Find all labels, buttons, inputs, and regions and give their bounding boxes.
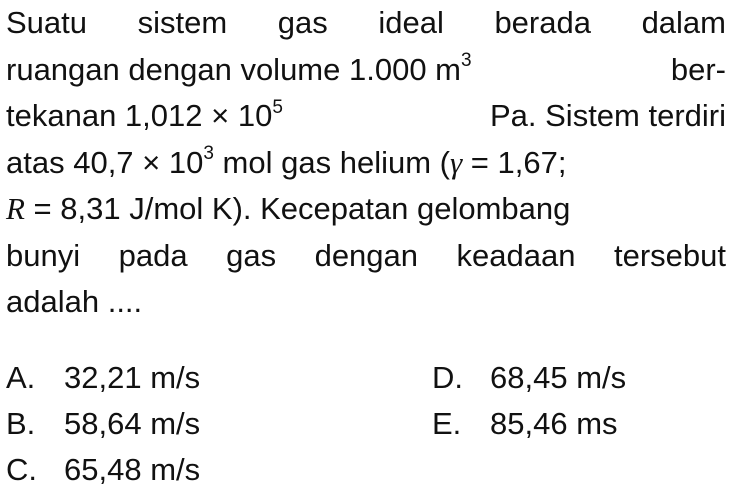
option-a[interactable] [6, 356, 200, 400]
question-text [6, 0, 726, 326]
question-line-7 [6, 279, 726, 326]
question-line-5 [6, 186, 726, 233]
question-line-4-text: atas 40,7 × 10 [6, 144, 204, 180]
option-d[interactable] [432, 356, 626, 400]
question-line-2-text: ruangan dengan volume 1.000 m [6, 51, 461, 87]
question-line-7-text: adalah .... [6, 284, 143, 319]
option-d-text: 68,45 m/s [490, 360, 627, 395]
question-line-3-text: tekanan 1,012 × 10 [6, 98, 273, 133]
mol-exponent: 3 [203, 143, 214, 165]
pressure-exponent: 5 [272, 96, 283, 118]
question-line-1-text: Suatu sistem gas ideal berada dalam [6, 5, 726, 40]
question-line-2-tail: ber- [670, 51, 726, 87]
option-d-letter: D. [432, 360, 463, 395]
question-line-6-text: bunyi pada gas dengan keadaan tersebut [6, 237, 726, 273]
option-b-text: 58,64 m/s [64, 406, 201, 441]
question-line-2 [6, 47, 726, 94]
gamma-symbol: γ [449, 144, 463, 180]
option-e-letter: E. [432, 406, 462, 441]
question-line-3-tail: Pa. Sistem terdiri [481, 98, 726, 133]
question-line-2-main [6, 47, 472, 94]
question-line-4-mid: mol gas helium ( [213, 144, 450, 180]
option-b[interactable] [6, 402, 200, 446]
gas-constant-symbol: R [6, 191, 25, 226]
option-b-letter: B. [6, 406, 36, 441]
question-line-6 [6, 233, 726, 280]
option-a-letter: A. [6, 360, 36, 395]
question-line-1 [6, 0, 726, 47]
option-e-text: 85,46 ms [490, 406, 618, 441]
volume-exponent: 3 [461, 50, 472, 72]
question-line-4-main [6, 140, 566, 187]
option-c-letter: C. [6, 452, 37, 487]
question-line-4 [6, 140, 726, 187]
question-line-4-end: = 1,67; [462, 144, 567, 180]
option-e[interactable] [432, 402, 618, 446]
question-line-5-text: = 8,31 J/mol K). Kecepatan gelombang [24, 191, 571, 226]
question-line-3-main [6, 93, 283, 140]
option-a-text: 32,21 m/s [64, 360, 201, 395]
option-c-text: 65,48 m/s [64, 452, 201, 487]
question-line-3 [6, 93, 726, 140]
option-c[interactable] [6, 448, 200, 492]
